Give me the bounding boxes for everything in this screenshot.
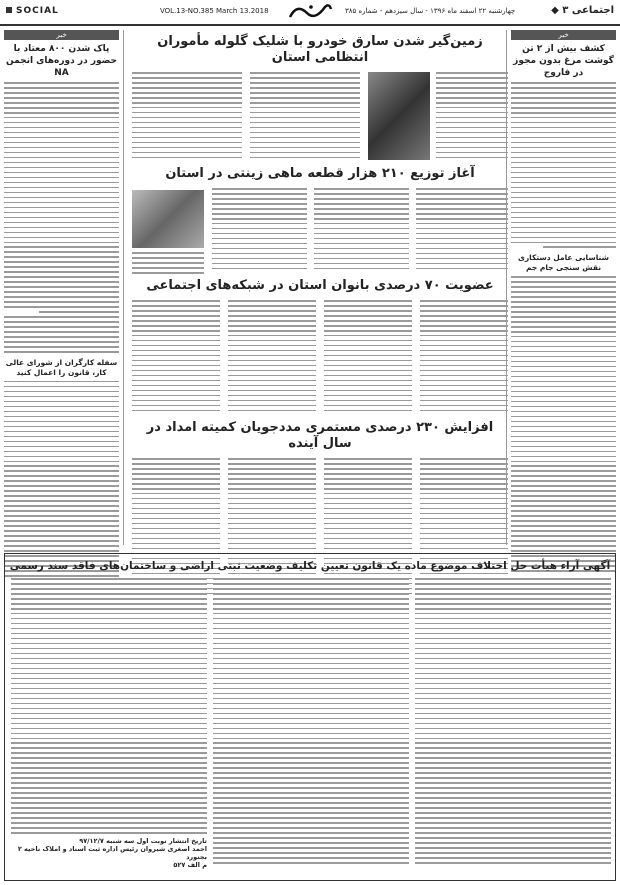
article-1 xyxy=(132,72,508,162)
volume-info: VOL.13-NO.385 March 13.2018 xyxy=(160,7,269,15)
main-articles xyxy=(132,30,508,608)
left-news-title-2: سفله کارگران از شورای عالی کار، قانون را اعمال کنید xyxy=(5,357,118,377)
right-news-column xyxy=(506,30,616,545)
headline-3: عضویت ۷۰ درصدی بانوان استان در شبکه‌های اجتماعی xyxy=(146,278,494,293)
headline-2: آغاز توزیع ۲۱۰ هزار قطعه ماهی زینتی در استان xyxy=(165,166,475,181)
headline-1: زمین‌گیر شدن سارق خودرو با شلیک گلوله مأموران انتظامی استان xyxy=(157,34,483,65)
left-news-title-1: پاک شدن ۸۰۰ معتاد با حضور در دوره‌های انجمن NA xyxy=(5,44,118,78)
left-news-column xyxy=(4,30,124,545)
signatory: احمد اصغری شیروان رئیس اداره ثبت اسناد و املاک ناحیه ۲ بجنورد xyxy=(17,845,207,862)
section-label-left: SOCIAL xyxy=(6,6,59,16)
column-tag: خبر xyxy=(511,30,616,40)
notice-column-right xyxy=(415,578,611,876)
right-news-title-2: شناسایی عامل دستکاری نقش سنجی جام جم xyxy=(517,253,609,273)
article-2 xyxy=(132,188,508,276)
article-3 xyxy=(132,300,508,418)
notice-column-left xyxy=(11,578,207,876)
newspaper-logo xyxy=(285,1,335,23)
section-label-right: اجتماعی ۳ ◆ xyxy=(551,5,614,16)
notice-column-middle xyxy=(213,578,409,876)
gun-photo xyxy=(368,72,430,160)
column-tag: خبر xyxy=(4,30,119,40)
page-header xyxy=(0,0,620,26)
legal-notice-box xyxy=(4,553,616,881)
legal-notice-title: آگهی آراء هیأت حل اختلاف موضوع ماده یک قانون تعیین تکلیف وضعیت ثبتی اراضی و ساختمان‌های فاقد سند رسمی xyxy=(9,560,611,572)
issue-date: چهارشنبه ۲۲ اسفند ماه ۱۳۹۶ - سال سیزدهم - شماره ۳۸۵ xyxy=(345,7,516,15)
publish-date: تاریخ انتشار نوبت اول سه شنبه ۹۷/۱۲/۷ xyxy=(79,837,207,846)
right-news-title-1: کشف بیش از ۲ تن گوشت مرغ بدون مجوز در فاروج xyxy=(513,44,614,78)
article-text xyxy=(4,82,119,353)
fish-photo xyxy=(132,190,204,248)
article-text xyxy=(511,82,616,248)
reference-code: م الف ۵۲۷ xyxy=(173,861,207,870)
article-text xyxy=(511,276,616,572)
headline-4: افزایش ۲۳۰ درصدی مستمری مددجویان کمیته امداد در سال آینده xyxy=(146,420,494,451)
article-text xyxy=(4,381,119,577)
